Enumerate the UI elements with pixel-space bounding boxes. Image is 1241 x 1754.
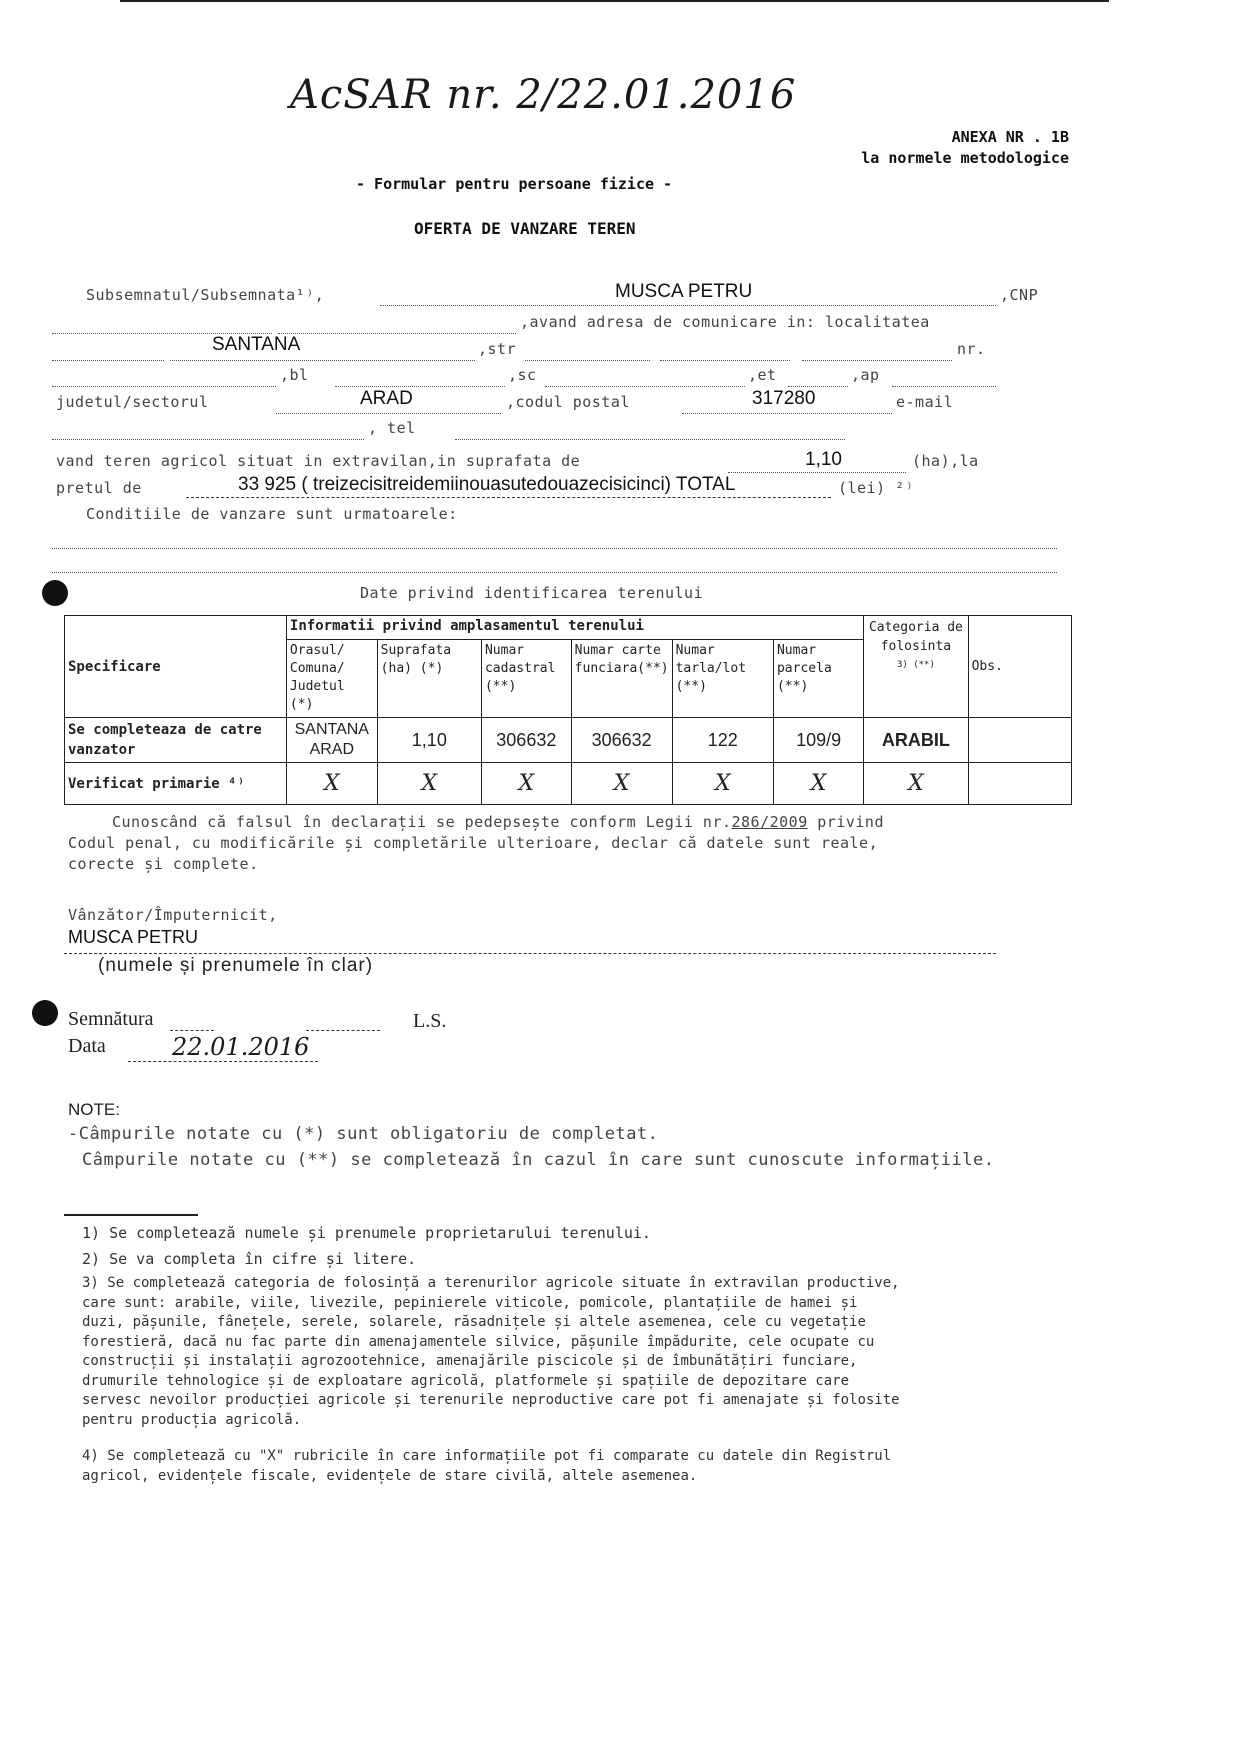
label-et: ,et [748, 366, 777, 384]
col-parcela: Numar parcela (**) [773, 640, 863, 718]
label-sc: ,sc [508, 366, 537, 384]
signer-caption: (numele și prenumele în clar) [98, 955, 374, 976]
str-line-2 [660, 360, 790, 361]
signature-line-1 [170, 1030, 214, 1031]
declaration-line-1 [112, 813, 884, 831]
addr-line [52, 360, 164, 361]
declaration-line-3: corecte și complete. [68, 855, 259, 873]
label-subsemnatul: Subsemnatul/Subsemnata¹⁾, [86, 286, 325, 304]
cnp-line-2 [278, 333, 516, 334]
footnote-1: 1) Se completează numele și prenumele proprietarului terenului. [82, 1224, 651, 1242]
law-number: 286/2009 [731, 813, 808, 831]
locality: SANTANA [212, 334, 301, 355]
footnote-4: 4) Se completează cu "X" rubricile în care informațiile pot fi comparate cu datele din Registrul agricol, evidențele fiscale, evidențele de stare civilă, altele asemenea. [82, 1448, 892, 1484]
footnote-2: 2) Se va completa în cifre și litere. [82, 1250, 417, 1268]
offer-area: 1,10 [805, 449, 842, 470]
check-mark: X [864, 763, 968, 805]
cell-categoria: ARABIL [864, 718, 968, 763]
date-line [128, 1061, 318, 1062]
name-line [380, 305, 996, 306]
label-tel: , tel [368, 419, 416, 437]
cell-localitate [286, 718, 377, 763]
county: ARAD [360, 388, 413, 409]
postal-line [682, 413, 892, 414]
row-primarie-label: Verificat primarie ⁴⁾ [65, 763, 287, 805]
offer-price: 33 925 ( treizecisitreidemiinouasutedouazecisicinci) TOTAL [238, 474, 736, 495]
label-bl: ,bl [280, 366, 309, 384]
label-conditii: Conditiile de vanzare sunt urmatoarele: [86, 505, 458, 523]
note-2: Câmpurile notate cu (**) se completează în cazul în care sunt cunoscute informațiile. [82, 1150, 995, 1170]
declaration-text-1: Cunoscând că falsul în declarații se pedepsește conform Legii nr. [112, 813, 732, 831]
str-line-1 [525, 360, 650, 361]
locality-line [170, 360, 475, 361]
label-pret: pretul de [56, 479, 142, 497]
email-line [52, 439, 364, 440]
header-obs: Obs. [968, 616, 1071, 718]
signature-label: Semnătura [68, 1008, 154, 1030]
form-type: - Formular pentru persoane fizice - [356, 175, 673, 193]
footnote-separator [64, 1214, 198, 1216]
col-tarla: Numar tarla/lot (**) [672, 640, 773, 718]
label-vand: vand teren agricol situat in extravilan,in suprafata de [56, 452, 581, 470]
declaration-text-1b: privind [817, 813, 884, 831]
header-categoria [864, 616, 968, 718]
cell-obs-2 [968, 763, 1071, 805]
signature-date: 22.01.2016 [172, 1033, 310, 1061]
check-mark: X [672, 763, 773, 805]
label-cod-postal: ,codul postal [506, 393, 630, 411]
cell-localitate-judet: ARAD [309, 741, 355, 758]
note-1: -Câmpurile notate cu (*) sunt obligatoriu de completat. [68, 1124, 659, 1144]
conditions-line-1 [52, 548, 1057, 549]
signer-name: MUSCA PETRU [68, 927, 199, 947]
header-informatii: Informatii privind amplasamentul terenului [286, 616, 863, 640]
col-cadastral: Numar cadastral (**) [481, 640, 571, 718]
label-judet: judetul/sectorul [56, 393, 209, 411]
header-categoria-label: Categoria de folosinta [868, 620, 963, 654]
nr-line [52, 386, 276, 387]
check-mark: X [286, 763, 377, 805]
top-border [120, 0, 1109, 2]
check-mark: X [377, 763, 481, 805]
check-mark: X [571, 763, 672, 805]
label-nr: nr. [957, 340, 986, 358]
label-str: ,str [478, 340, 517, 358]
check-mark: X [773, 763, 863, 805]
date-label: Data [68, 1035, 106, 1057]
header-categoria-note: 3) (**) [896, 660, 935, 670]
notes-title: NOTE: [68, 1100, 120, 1119]
cell-localitate-comuna: SANTANA [294, 721, 369, 738]
label-cnp: ,CNP [1000, 286, 1039, 304]
cell-suprafata: 1,10 [377, 718, 481, 763]
registration-number: AcSAR nr. 2/22.01.2016 [290, 72, 797, 118]
annex-normative: la normele metodologice [861, 149, 1069, 167]
cell-tarla: 122 [672, 718, 773, 763]
label-lei: (lei) ²⁾ [838, 479, 915, 497]
col-carte-funciara: Numar carte funciara(**) [571, 640, 672, 718]
punch-hole [32, 1000, 58, 1026]
price-line [186, 497, 831, 498]
county-line [276, 413, 501, 414]
declaration-line-2: Codul penal, cu modificările și completările ulterioare, declar că datele sunt reale, [68, 834, 879, 852]
signer-line [64, 953, 996, 954]
table-caption: Date privind identificarea terenului [360, 584, 704, 602]
area-line [728, 472, 906, 473]
punch-hole [42, 580, 68, 606]
str-line-3 [802, 360, 952, 361]
bl-line [335, 386, 505, 387]
conditions-line-2 [52, 572, 1057, 573]
label-email: e-mail [896, 393, 954, 411]
label-adresa: ,avand adresa de comunicare in: localitatea [520, 313, 930, 331]
signer-label: Vânzător/Împuternicit, [68, 906, 278, 924]
check-mark: X [481, 763, 571, 805]
signature-line-2 [306, 1030, 380, 1031]
cell-parcela: 109/9 [773, 718, 863, 763]
et-line [788, 386, 848, 387]
tel-line [455, 439, 845, 440]
cell-obs [968, 718, 1071, 763]
postal-code: 317280 [752, 388, 816, 409]
row-vanzator-label: Se completeaza de catre vanzator [65, 718, 287, 763]
footnote-3: 3) Se completează categoria de folosință a terenurilor agricole situate în extravilan productive, care sunt: arabile, viile, livezile, pepinierele viticole, pomicole, plantațiile de hamei și duzi, pășunile, fânețele, serele, solarele, răsadnițele și altele asemenea, cele cu vegetație forestieră, dacă nu fac parte din amenajamentele silvice, pășunile împădurite, cele ocupate cu construcții și instalații agrozootehnice, amenajările piscicole și de îmbunătățiri funciare, drumurile tehnologice și de exploatare agricolă, platformele și spațiile de depozitare care servesc nevoilor producției agricole și terenurile neproductive care pot fi amenajate și folosite pentru producția agricolă. [82, 1275, 900, 1428]
cell-carte-funciara: 306632 [571, 718, 672, 763]
header-specificare: Specificare [65, 616, 287, 718]
cell-cadastral: 306632 [481, 718, 571, 763]
col-suprafata: Suprafata (ha) (*) [377, 640, 481, 718]
sc-line [545, 386, 745, 387]
label-ha: (ha),la [912, 452, 979, 470]
annex-number: ANEXA NR . 1B [951, 128, 1069, 146]
seller-name: MUSCA PETRU [615, 281, 753, 302]
land-identification-table [64, 615, 1072, 805]
label-ap: ,ap [851, 366, 880, 384]
col-localitate: Orasul/ Comuna/ Judetul (*) [286, 640, 377, 718]
ls-label: L.S. [413, 1010, 447, 1032]
form-title: OFERTA DE VANZARE TEREN [414, 219, 636, 238]
ap-line [892, 386, 996, 387]
